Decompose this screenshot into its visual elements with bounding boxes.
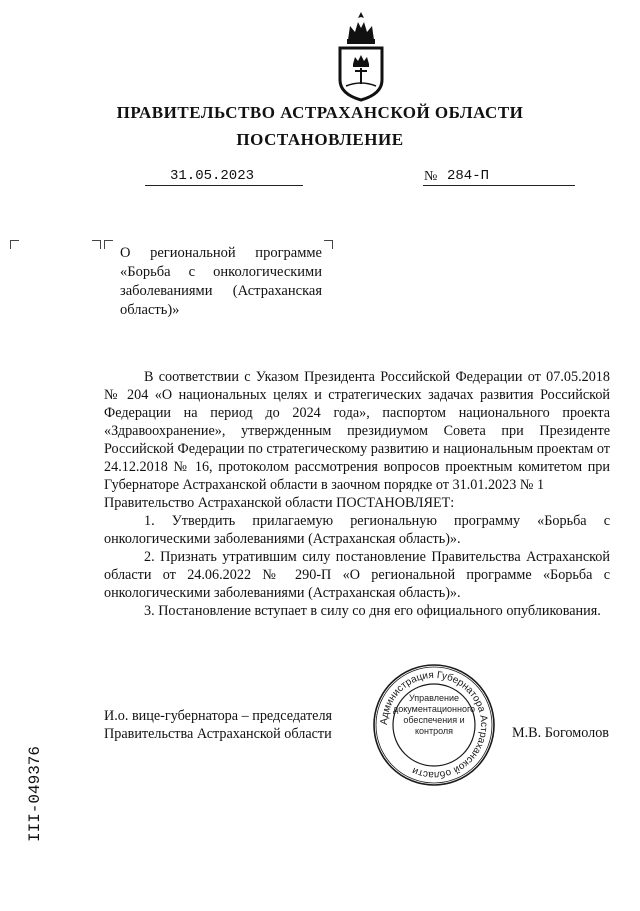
signer-position xyxy=(104,707,332,743)
stamp-ring-text: Администрация Губернатора Астраханской области xyxy=(378,669,490,781)
document-date: 31.05.2023 xyxy=(170,168,255,184)
signer-position-line2: Правительства Астраханской области xyxy=(104,726,332,742)
corner-mark-subject-right xyxy=(324,240,333,249)
corner-mark-subject-left-outer xyxy=(92,240,101,249)
item-paragraph-3: 3. Постановление вступает в силу со дня его официального опубликования. xyxy=(144,603,601,619)
date-underline xyxy=(145,185,303,186)
number-underline xyxy=(423,185,575,186)
document-subject: О региональной программе «Борьба с онкологическими заболеваниями (Астраханская область)» xyxy=(120,245,322,318)
serial-number-text: III-049376 xyxy=(26,745,44,842)
document-type-title: ПОСТАНОВЛЕНИЕ xyxy=(236,130,404,149)
item-paragraph-2: 2. Признать утратившим силу постановление Правительства Астраханской области от 24.06.2022 № 290-П «О региональной программе «Борьба с онкологическими заболеваниями (Астраханская область)». xyxy=(104,549,610,601)
signer-position-line1: И.о. вице-губернатора – председателя xyxy=(104,708,333,724)
organization-title: ПРАВИТЕЛЬСТВО АСТРАХАНСКОЙ ОБЛАСТИ xyxy=(116,103,524,122)
astrakhan-coat-of-arms-icon xyxy=(328,10,394,102)
preamble-paragraph: В соответствии с Указом Президента Российской Федерации от 07.05.2018 № 204 «О национальных целях и стратегических задачах развития Российской Федерации на период до 2024 года», паспортом национального проекта «Здравоохранение», утвержденным президиумом Совета при Президенте Российской Федерации по стратегическому развитию и национальным проектам от 24.12.2018 № 16, протоколом рассмотрения вопросов проектным комитетом при Губернаторе Астраханской области в заочном порядке от 31.01.2023 № 1 xyxy=(104,369,610,493)
item-paragraph-1: 1. Утвердить прилагаемую региональную программу «Борьба с онкологическими заболеваниями (Астраханская область)». xyxy=(104,513,610,547)
document-body xyxy=(104,368,610,620)
decree-paragraph: Правительство Астраханской области ПОСТАНОВЛЯЕТ: xyxy=(104,495,455,511)
corner-mark-subject-left-inner xyxy=(104,240,113,249)
number-label: № xyxy=(424,169,438,184)
signer-name: М.В. Богомолов xyxy=(512,725,610,741)
document-number: 284-П xyxy=(447,168,490,184)
corner-mark-left xyxy=(10,240,19,249)
stamp-inner-text: Управление документационного обеспечения и контроля xyxy=(392,693,476,736)
